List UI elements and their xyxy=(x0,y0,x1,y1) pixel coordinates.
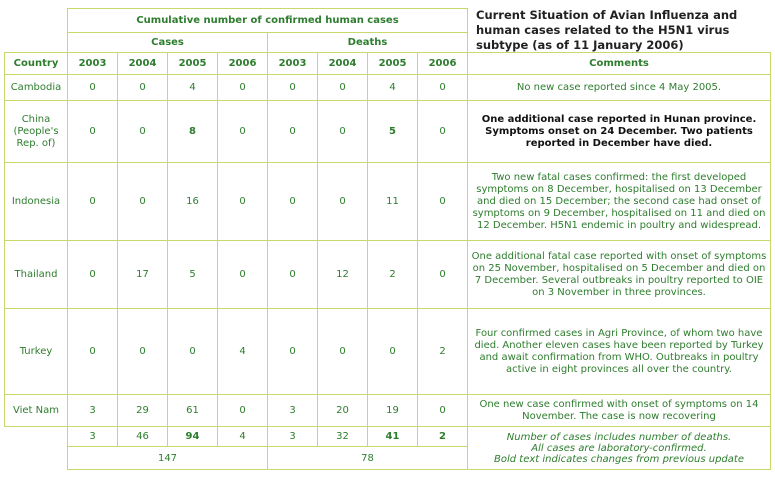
cases-value: 0 xyxy=(218,75,268,101)
year-header: 2003 xyxy=(68,53,118,75)
deaths-value: 0 xyxy=(418,241,468,309)
cases-value: 3 xyxy=(68,395,118,427)
page-title: Current Situation of Avian Influenza and human cases related to the H5N1 virus subtype (as of 11 January 2006) xyxy=(476,8,738,52)
table-row xyxy=(5,75,771,101)
deaths-grand-total: 78 xyxy=(268,447,468,470)
cases-total: 3 xyxy=(68,427,118,447)
deaths-value: 0 xyxy=(268,241,318,309)
cases-value: 8 xyxy=(168,101,218,163)
deaths-value: 0 xyxy=(418,395,468,427)
cases-value: 0 xyxy=(218,241,268,309)
comment-text: Four confirmed cases in Agri Province, of whom two have died. Another eleven cases have been reported by Turkey and await confirmation from WHO. Outbreaks in poultry active in eight provinces all over the country. xyxy=(468,309,771,395)
header-row-2 xyxy=(5,33,771,53)
table-row xyxy=(5,101,771,163)
cases-value: 5 xyxy=(168,241,218,309)
comment-text: No new case reported since 4 May 2005. xyxy=(468,75,771,101)
table-row xyxy=(5,395,771,427)
year-header: 2003 xyxy=(268,53,318,75)
country-name: Cambodia xyxy=(5,75,68,101)
cases-value: 0 xyxy=(118,163,168,241)
cases-value: 29 xyxy=(118,395,168,427)
deaths-value: 0 xyxy=(318,163,368,241)
deaths-total: 3 xyxy=(268,427,318,447)
cases-value: 0 xyxy=(68,241,118,309)
country-name: Indonesia xyxy=(5,163,68,241)
cases-value: 0 xyxy=(168,309,218,395)
cases-value: 0 xyxy=(218,101,268,163)
deaths-value: 3 xyxy=(268,395,318,427)
deaths-value: 0 xyxy=(268,309,318,395)
cases-value: 61 xyxy=(168,395,218,427)
deaths-value: 20 xyxy=(318,395,368,427)
country-name: China (People's Rep. of) xyxy=(5,101,68,163)
totals-row xyxy=(5,427,771,447)
deaths-value: 0 xyxy=(268,163,318,241)
blank-cell xyxy=(5,427,68,447)
header-row-3 xyxy=(5,53,771,75)
year-header: 2005 xyxy=(368,53,418,75)
footnotes xyxy=(468,427,771,470)
cases-value: 0 xyxy=(218,163,268,241)
deaths-value: 0 xyxy=(268,101,318,163)
year-header: 2004 xyxy=(118,53,168,75)
cases-value: 0 xyxy=(218,395,268,427)
cases-value: 0 xyxy=(68,101,118,163)
cases-value: 4 xyxy=(168,75,218,101)
table-row xyxy=(5,163,771,241)
footnote: Number of cases includes number of deaths. xyxy=(506,431,732,443)
blank-cell xyxy=(468,9,771,33)
country-name: Turkey xyxy=(5,309,68,395)
country-header: Country xyxy=(5,53,68,75)
cases-grand-total: 147 xyxy=(68,447,268,470)
cases-total: 4 xyxy=(218,427,268,447)
cases-value: 0 xyxy=(118,309,168,395)
cases-value: 4 xyxy=(218,309,268,395)
cases-total: 46 xyxy=(118,427,168,447)
deaths-value: 19 xyxy=(368,395,418,427)
deaths-header: Deaths xyxy=(268,33,468,53)
cases-total: 94 xyxy=(168,427,218,447)
cases-value: 0 xyxy=(68,309,118,395)
deaths-value: 0 xyxy=(368,309,418,395)
country-name: Viet Nam xyxy=(5,395,68,427)
deaths-value: 0 xyxy=(418,75,468,101)
year-header: 2005 xyxy=(168,53,218,75)
deaths-value: 0 xyxy=(318,101,368,163)
blank-cell xyxy=(5,447,68,470)
header-row-1 xyxy=(5,9,771,33)
deaths-value: 4 xyxy=(368,75,418,101)
comment-text: Two new fatal cases confirmed: the first developed symptoms on 8 December, hospitalised on 13 December and died on 15 December; the second case had onset of symptoms on 9 December, hospitalised on 11 and died on 12 December. H5N1 endemic in poultry and widespread. xyxy=(468,163,771,241)
comment-text: One additional fatal case reported with onset of symptoms on 25 November, hospitalised on 5 December and died on 7 December. Several outbreaks in poultry reported to OIE on 3 November in three provinces. xyxy=(468,241,771,309)
deaths-value: 12 xyxy=(318,241,368,309)
cases-value: 0 xyxy=(118,101,168,163)
blank-cell xyxy=(468,33,771,53)
cases-value: 17 xyxy=(118,241,168,309)
deaths-value: 0 xyxy=(268,75,318,101)
deaths-value: 0 xyxy=(418,101,468,163)
deaths-total: 41 xyxy=(368,427,418,447)
footnote: Bold text indicates changes from previous update xyxy=(494,453,744,465)
comments-header: Comments xyxy=(468,53,771,75)
cases-value: 0 xyxy=(68,163,118,241)
comment-text: One additional case reported in Hunan province. Symptoms onset on 24 December. Two patients reported in December have died. xyxy=(468,101,771,163)
deaths-value: 2 xyxy=(418,309,468,395)
blank-cell xyxy=(5,33,68,53)
table-row xyxy=(5,241,771,309)
cumulative-header: Cumulative number of confirmed human cases xyxy=(68,9,468,33)
cases-header: Cases xyxy=(68,33,268,53)
comment-text: One new case confirmed with onset of symptoms on 14 November. The case is now recovering xyxy=(468,395,771,427)
deaths-total: 2 xyxy=(418,427,468,447)
deaths-value: 0 xyxy=(318,75,368,101)
deaths-value: 5 xyxy=(368,101,418,163)
blank-cell xyxy=(5,9,68,33)
deaths-value: 0 xyxy=(418,163,468,241)
cases-value: 0 xyxy=(68,75,118,101)
deaths-value: 11 xyxy=(368,163,418,241)
footnote: All cases are laboratory-confirmed. xyxy=(531,442,707,454)
year-header: 2006 xyxy=(218,53,268,75)
cases-value: 16 xyxy=(168,163,218,241)
country-name: Thailand xyxy=(5,241,68,309)
cases-table xyxy=(4,8,771,470)
table-row xyxy=(5,309,771,395)
deaths-value: 0 xyxy=(318,309,368,395)
year-header: 2006 xyxy=(418,53,468,75)
cases-value: 0 xyxy=(118,75,168,101)
deaths-total: 32 xyxy=(318,427,368,447)
deaths-value: 2 xyxy=(368,241,418,309)
year-header: 2004 xyxy=(318,53,368,75)
